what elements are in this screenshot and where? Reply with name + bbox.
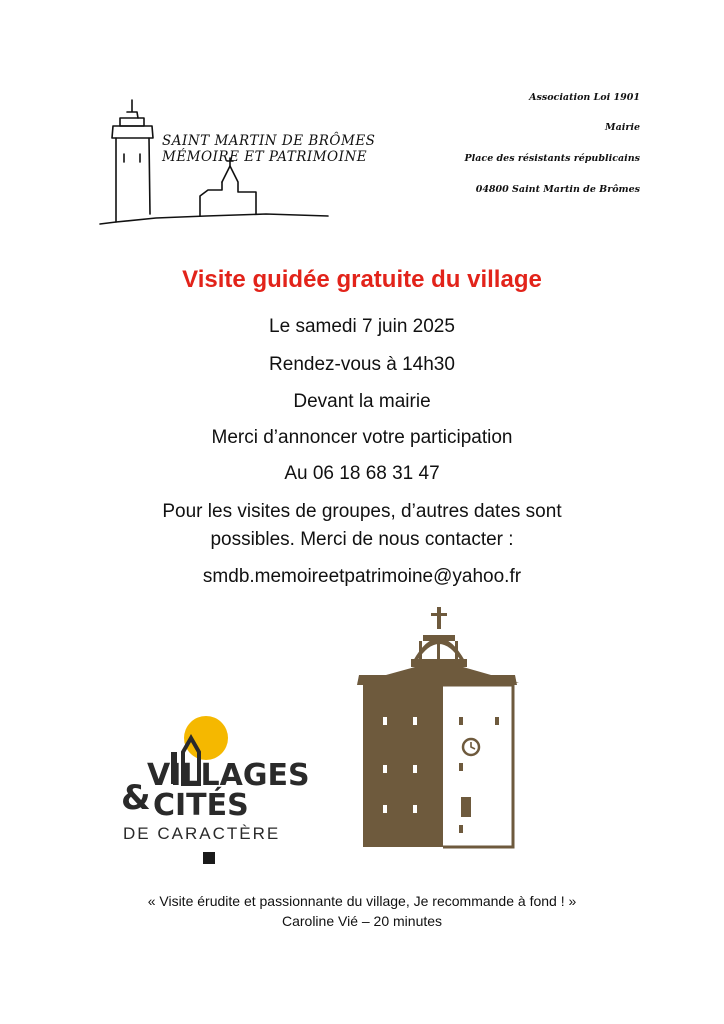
logo-title: SAINT MARTIN DE BRÔMES [162, 133, 376, 149]
logo-subtitle: MÉMOIRE ET PATRIMOINE [162, 149, 368, 165]
phone-number: Au 06 18 68 31 47 [284, 463, 440, 484]
event-date: Le samedi 7 juin 2025 [269, 316, 455, 337]
association-logo [96, 92, 376, 242]
address-line-mairie: Mairie [605, 122, 640, 133]
review-author: Caroline Vié – 20 minutes [281, 913, 443, 929]
event-time: Rendez-vous à 14h30 [269, 354, 455, 375]
address-line-association: Association Loi 1901 [529, 92, 640, 103]
event-place: Devant la mairie [293, 391, 431, 412]
groups-text-2: possibles. Merci de nous contacter : [210, 529, 514, 550]
clock-tower-icon [355, 605, 525, 850]
logo-villages: VILLAGES [147, 758, 310, 793]
logo-square-mark [203, 852, 215, 864]
announce-text: Merci d’annoncer votre participation [211, 427, 513, 448]
contact-email[interactable]: smdb.memoireetpatrimoine@yahoo.fr [202, 566, 522, 587]
address-line-place: Place des résistants républicains [464, 153, 640, 164]
logo-ampersand: & [121, 778, 151, 818]
logo-cites: CITÉS [153, 788, 249, 823]
groups-text-1: Pour les visites de groupes, d’autres dates sont [162, 501, 562, 522]
logo-de-caractere: DE CARACTÈRE [123, 824, 281, 843]
review-quote: « Visite érudite et passionnante du village, Je recommande à fond ! » [147, 893, 577, 909]
clock-tower-illustration [355, 605, 525, 850]
tower-sketch-icon [96, 92, 336, 242]
villages-cites-logo [115, 712, 315, 872]
event-title: Visite guidée gratuite du village [182, 266, 542, 293]
address-line-postcode: 04800 Saint Martin de Brômes [475, 184, 640, 195]
